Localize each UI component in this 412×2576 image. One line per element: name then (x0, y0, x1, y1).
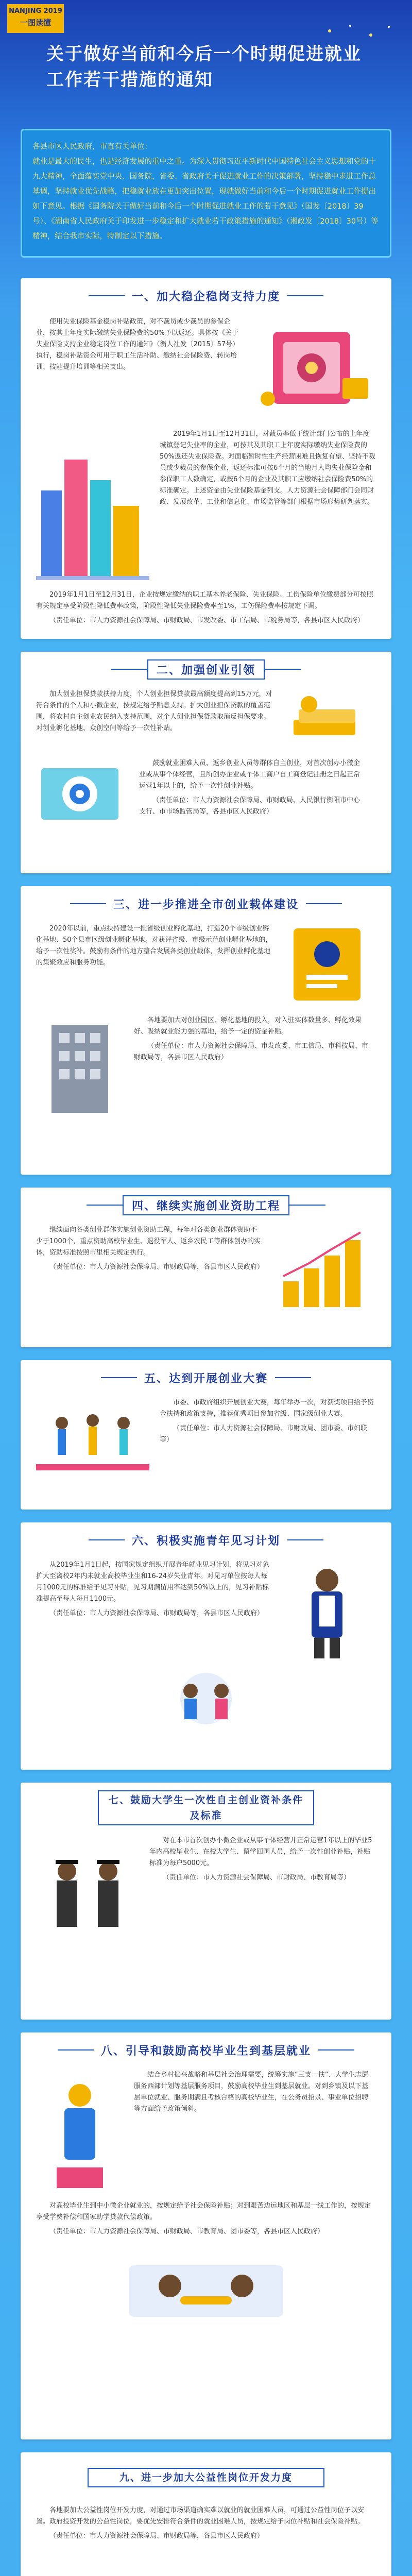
section-3-card (21, 886, 391, 1175)
section-5-title-bar (36, 1367, 376, 1388)
divider (89, 295, 125, 296)
section-3-para-1: 2020年以前，重点扶持建设一批省级创业孵化基地，打造20个市级创业孵化基地、50个县市区级创业孵化基地。对获评省级、市级示范创业孵化基地的，给予一次性奖补。鼓励有条件的地方整合发展各类创业载体，发挥创业孵化基地的集聚效应和服务功能。 (36, 925, 272, 967)
section-8-para-1: 结合乡村振兴战略和基层社会治理需要，统筹实施“三支一扶”、大学生志愿服务西部计划等基层服务项目，鼓励高校毕业生到基层就业。对到乡镇及以下基层单位就业、服务期满且考核合格的高校毕业生，在公务员招录、事业单位招聘等方面给予政策倾斜。 (134, 2071, 369, 2113)
section-5-card (21, 1360, 391, 1510)
divider (306, 903, 342, 904)
section-8-card (21, 2032, 391, 2439)
section-3-title: 三、进一步推进全市创业载体建设 (113, 898, 299, 911)
graduates-illustration (36, 1835, 139, 1948)
section-6-card (21, 1522, 391, 1770)
office-building-illustration (36, 1015, 124, 1118)
divider (318, 2049, 354, 2050)
section-3-note: （责任单位：市人力资源社会保障局、市发改委、市工信局、市科技局、市财政局等，各县市区人民政府） (134, 1042, 369, 1061)
section-6-para-1: 从2019年1月1日起，按国家规定组织开展青年就业见习计划，将见习对象扩大至离校2年内未就业高校毕业生和16-24岁失业青年。对见习单位按每人每月1000元的标准给予见习补贴，见习期满留用率达到50%以上的，见习补贴标准提高至每人每月1100元。 (36, 1561, 269, 1603)
id-card-illustration (283, 923, 371, 1006)
target-laptop-illustration (36, 758, 129, 835)
logo-badge (7, 4, 64, 33)
divider (87, 1205, 123, 1206)
sparkle-icon (319, 21, 397, 41)
section-7-title: 七、鼓励大学生一次性自主创业资补条件及标准 (98, 1790, 314, 1825)
section-1-title: 一、加大稳企稳岗支持力度 (131, 290, 280, 303)
section-2-note: （责任单位：市人力资源社会保障局、市财政局、人民银行衡阳市中心支行、市市场监管局等，各县市区人民政府） (139, 796, 360, 816)
section-4-title-bar (36, 1195, 376, 1215)
section-9-card (21, 2452, 391, 2576)
section-7-para-1: 对在本市首次创办小微企业或从事个体经营并正常运营1年以上的毕业5年内高校毕业生、在校大学生、留学回国人员，给予一次性创业补贴，补贴标准为每户5000元。 (149, 1837, 372, 1867)
runners-illustration (36, 1397, 149, 1480)
mentor-illustration (283, 1560, 371, 1663)
section-9-para-1: 各地要加大公益性岗位开发力度，对通过市场渠道确实难以就业的就业困难人员，可通过公益性岗位予以安置。政府投资开发的公益性岗位，要优先安排符合条件的就业困难人员，按规定给予岗位补贴和社会保险补贴。 (36, 2506, 365, 2526)
logo-line1: NANJING 2019 (9, 7, 62, 15)
section-8-para-2: 对高校毕业生到中小微企业就业的，按规定给予社会保险补贴；对到艰苦边远地区和基层一线工作的，按规定享受学费补偿和国家助学贷款代偿政策。 (36, 2202, 371, 2221)
header (0, 0, 412, 129)
section-1-para-1: 使用失业保险基金稳岗补贴政策，对不裁员或少裁员的参保企业，按其上年度实际缴纳失业保险费的50%予以返还。具体按《关于失业保险支持企业稳定岗位工作的通知》（衡人社发〔2015〕57号）执行，稳岗补贴资金可用于职工生活补助、缴纳社会保险费、转岗培训、技能提升培训等相关支出。 (36, 318, 239, 371)
section-4-title: 四、继续实施创业资助工程 (123, 1195, 289, 1215)
divider (101, 1377, 137, 1378)
section-2-para-2: 鼓励就业困难人员、返乡创业人员等群体自主创业，对首次创办小微企业或从事个体经营，且所创办企业或个体工商户自工商登记注册之日起正常运营1年以上的，给予一次性创业补贴。 (139, 759, 360, 790)
section-3-title-bar (36, 893, 376, 914)
divider (287, 295, 323, 296)
section-1-para-2: 2019年1月1日至12月31日，对裁员率低于统计部门公布的上年度城镇登记失业率的企业，可按其及其职工上年度实际缴纳失业保险费的50%返还失业保险费。对面临暂时性生产经营困难且恢复有望、坚持不裁员或少裁员的参保企业，返还标准可按6个月的当地月人均失业保险金和参保职工人数确定，或按6个月的企业及其职工应缴纳社会保险费50%的标准确定。上述资金由失业保险基金列支。人力资源社会保障部门会同财政、发展改革、工业和信息化、市场监管等部门根据市场形势研判落实。 (160, 430, 375, 506)
section-1-para-3: 2019年1月1日至12月31日，企业按规定缴纳的职工基本养老保险、失业保险、工伤保险单位缴费部分可按照有关规定享受阶段性降低费率政策，阶段性降低失业保险费率至1%，工伤保险费率按规定下调。 (36, 591, 373, 610)
section-9-title-bar (36, 2460, 376, 2496)
section-5-para-1: 市委、市政府组织开展创业大赛，每年举办一次，对获奖项目给予资金扶持和政策支持，推荐优秀项目参加省级、国家级创业大赛。 (160, 1399, 374, 1418)
page-title: 关于做好当前和今后一个时期促进就业工作若干措施的通知 (46, 44, 362, 90)
section-2-card (21, 652, 391, 873)
divider (111, 669, 147, 670)
divider (89, 1539, 125, 1540)
section-1-title-bar (36, 285, 376, 306)
intro-box (21, 129, 391, 258)
section-8-note: （责任单位：市人力资源社会保障局、市财政局、市教育局、团市委等，各县市区人民政府） (49, 2228, 324, 2235)
section-6-title-bar (36, 1530, 376, 1550)
section-9-title: 九、进一步加大公益性岗位开发力度 (88, 2468, 324, 2487)
section-8-title: 八、引导和鼓励高校毕业生到基层就业 (100, 2044, 311, 2058)
section-6-note: （责任单位：市人力资源社会保障局、市财政局等，各县市区人民政府） (49, 1609, 264, 1617)
section-4-card (21, 1188, 391, 1347)
section-2-title-bar (36, 659, 376, 680)
city-buildings-illustration (36, 429, 149, 583)
divider (265, 669, 301, 670)
section-6-title: 六、积极实施青年见习计划 (131, 1534, 280, 1548)
divider (289, 1205, 325, 1206)
community-illustration (36, 2552, 376, 2576)
section-7-title-bar (36, 1790, 376, 1826)
section-8-title-bar (36, 2040, 376, 2060)
handshake-illustration (36, 2245, 376, 2327)
team-illustration (36, 1668, 376, 1730)
section-7-card (21, 1783, 391, 2020)
divider (70, 903, 106, 904)
section-7-note: （责任单位：市人力资源社会保障局、市财政局、市教育局等） (163, 1874, 351, 1882)
section-4-note: （责任单位：市人力资源社会保障局、市财政局等，各县市区人民政府） (49, 1263, 264, 1271)
safe-money-illustration (252, 316, 376, 419)
intro-text: 各县市区人民政府，市直有关单位： 就业是最大的民生，也是经济发展的重中之重。为深入贯彻习近平新时代中国特色社会主义思想和党的十九大精神，全面落实党中央、国务院，省委、省政府关于促进就业工作的决策部署，坚持稳中求进工作总基调，坚持就业优先战略，把稳就业放在更加突出位置，现就做好当前和今后一个时期促进就业工作提出如下意见。根据《国务院关于做好当前和今后一个时期促进就业工作的若干意见》（国发〔2018〕39号）、《湖南省人民政府关于印发进一步稳定和扩大就业若干政策措施的通知》（湘政发〔2018〕30号）等精神，结合我市实际，特制定以下措施。 (32, 143, 379, 241)
section-9-note: （责任单位：市人力资源社会保障局、市财政局等，各县市区人民政府） (49, 2532, 264, 2540)
logo-line2: 一图读懂 (20, 18, 51, 27)
section-1-card (21, 278, 391, 639)
divider (275, 1377, 311, 1378)
growth-chart-illustration (273, 1225, 376, 1312)
section-5-note: （责任单位：市人力资源社会保障局、市财政局、团市委、市妇联等） (160, 1425, 368, 1444)
worker-illustration (36, 2070, 124, 2193)
section-5-title: 五、达到开展创业大赛 (144, 1372, 268, 1385)
section-3-para-2: 各地要加大对创业园区、孵化基地的投入，对入驻实体数量多、孵化效果好、吸纳就业能力强的基地，给予一定的资金补贴。 (134, 1016, 362, 1036)
divider (58, 2049, 94, 2050)
section-1-note: （责任单位：市人力资源社会保障局、市财政局、市发改委、市工信局、市税务局等，各县市区人民政府） (49, 617, 365, 624)
section-2-title: 二、加强创业引领 (147, 659, 265, 680)
divider (287, 1539, 323, 1540)
section-4-para-1: 继续面向各类创业群体实施创业资助工程，每年对各类创业群体资助不少于1000个，重点资助高校毕业生、退役军人、返乡农民工等群体创办的实体，资助标准按照市里相关规定执行。 (36, 1226, 261, 1257)
section-2-para-1: 加大创业担保贷款扶持力度，个人创业担保贷款最高额度提高到15万元，对符合条件的个人和小微企业，按规定给予贴息支持。扩大创业担保贷款的覆盖范围，将农村自主创业农民纳入支持范围，对个人创业担保贷款取消反担保要求。对创业孵化基地、众创空间等给予一次性补贴。 (36, 690, 272, 732)
money-stack-illustration (283, 689, 366, 751)
